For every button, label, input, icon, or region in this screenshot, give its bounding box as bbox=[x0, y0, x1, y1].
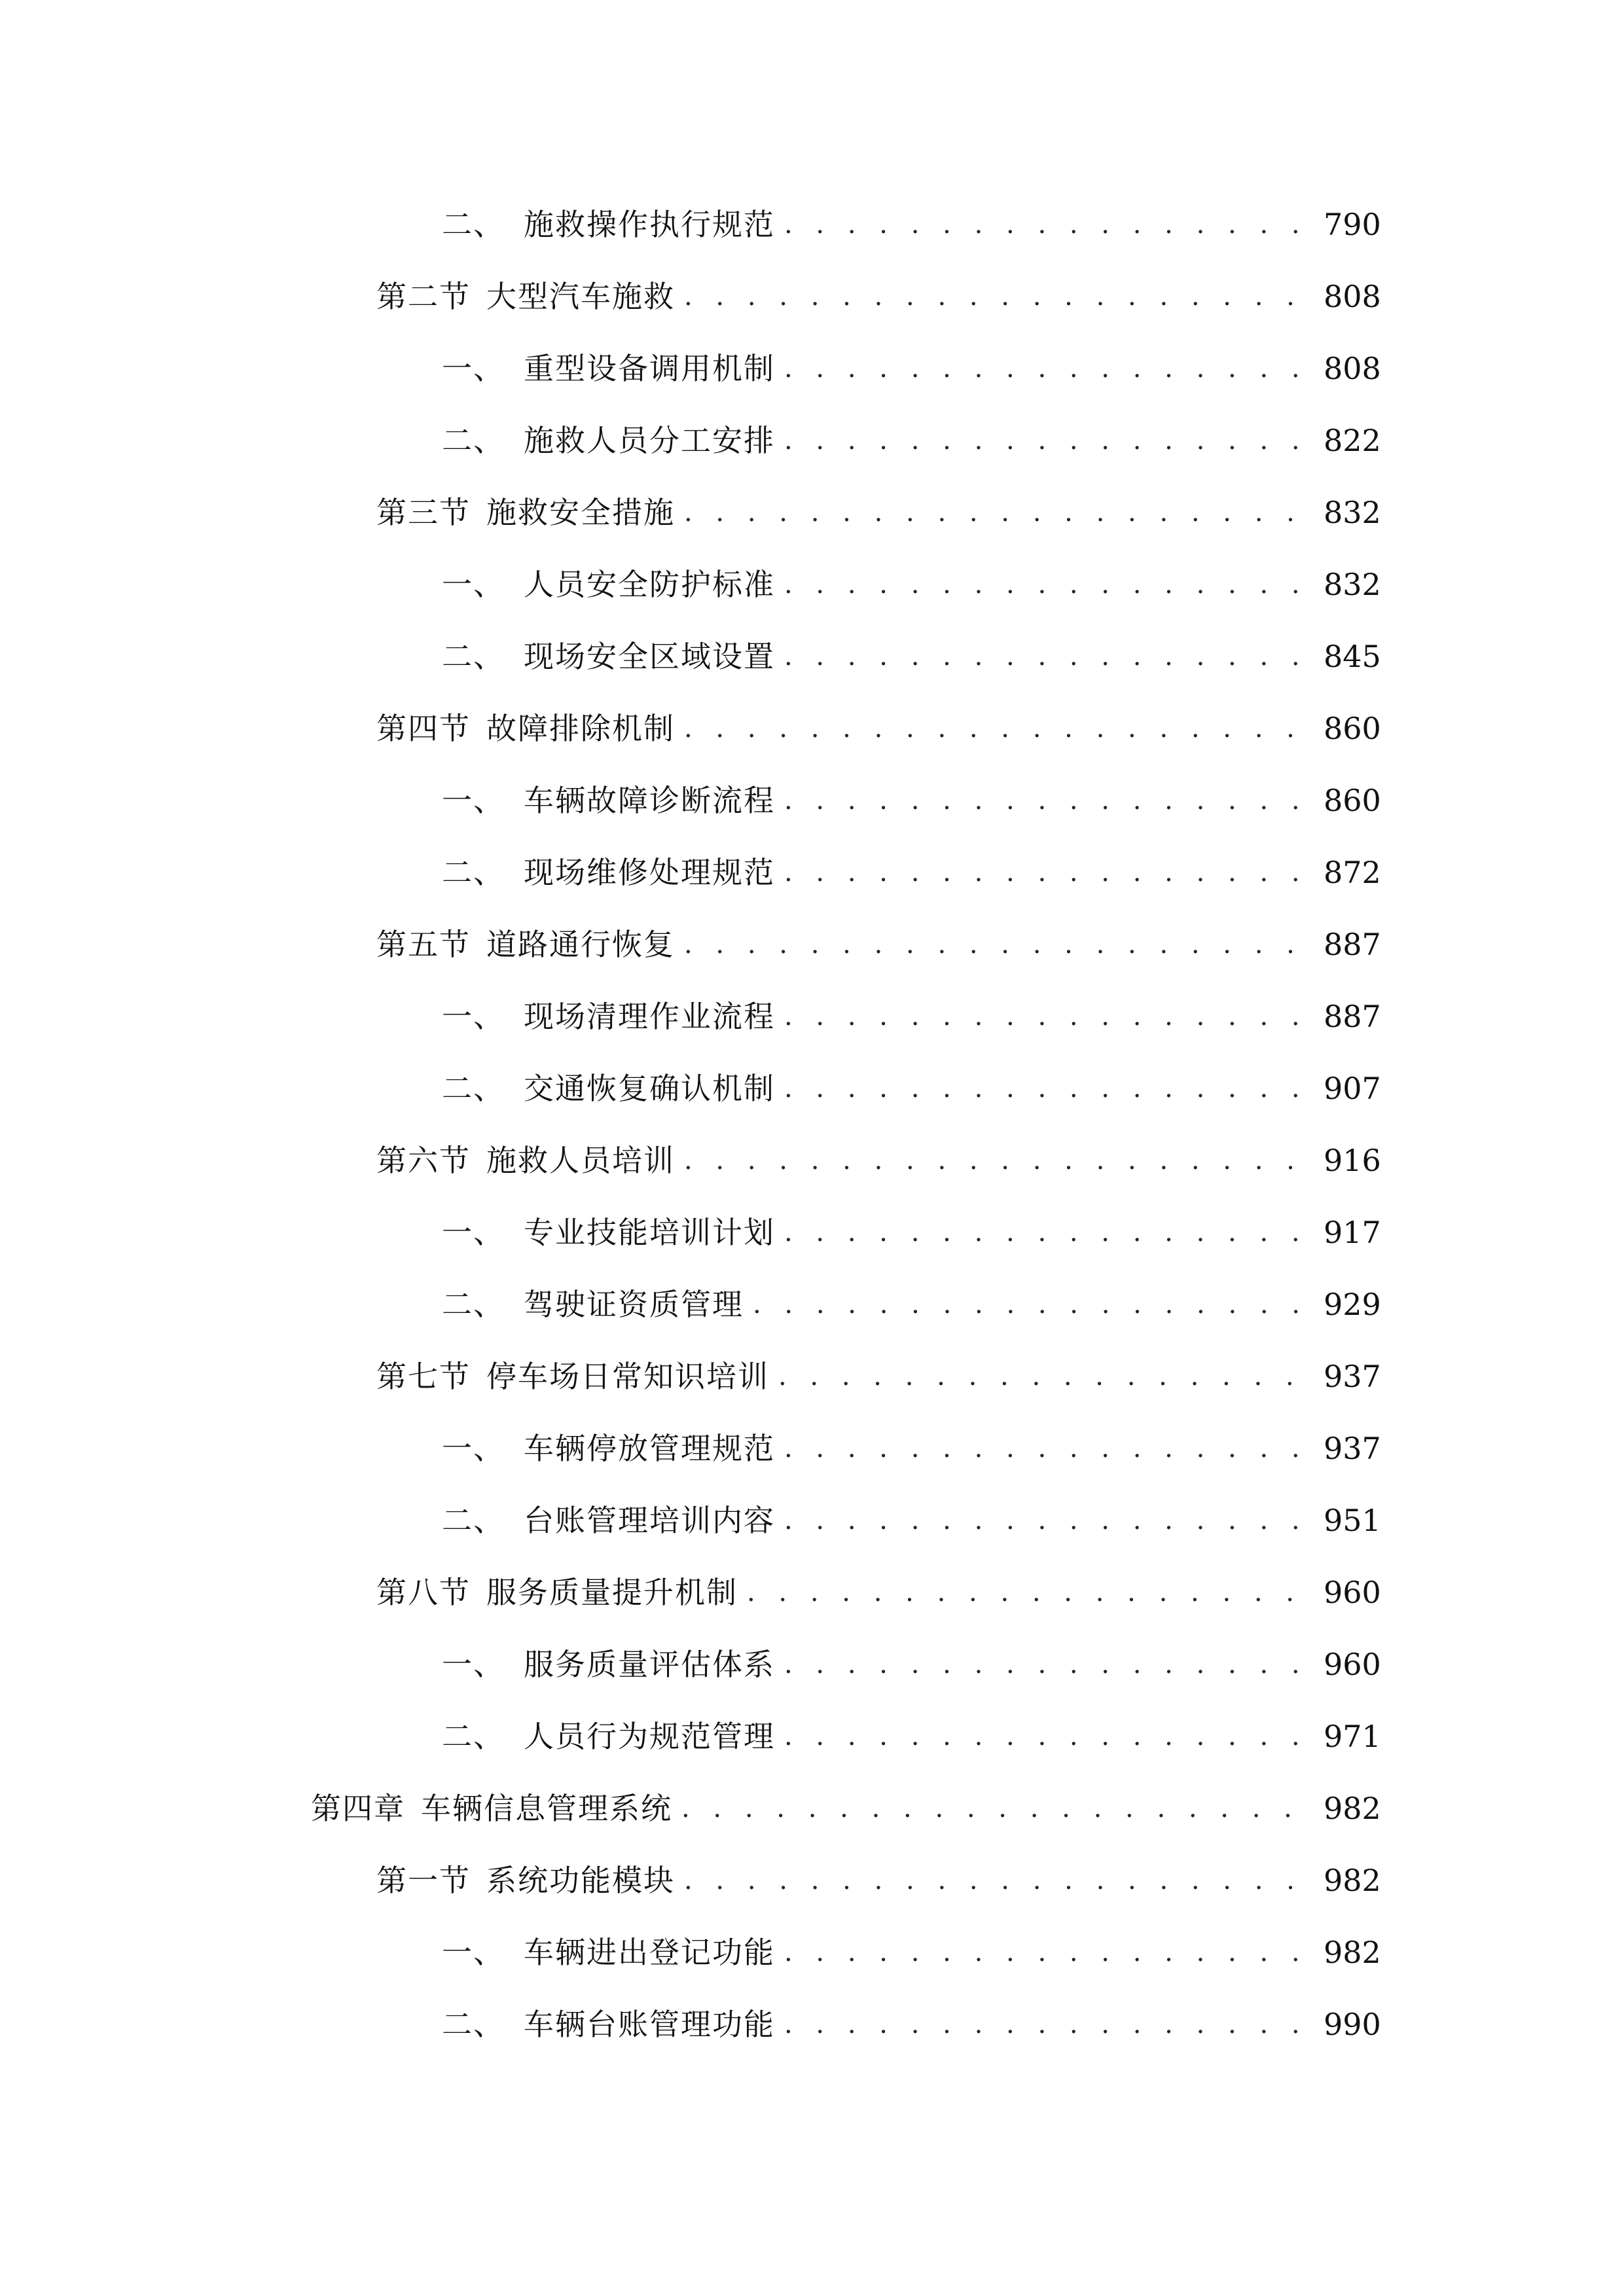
toc-entry-number: 一、 bbox=[442, 1215, 505, 1250]
toc-entry-label bbox=[376, 709, 675, 748]
dot-leader bbox=[753, 1285, 1312, 1324]
toc-entry-title: 驾驶证资质管理 bbox=[524, 1287, 744, 1322]
toc-entry-label bbox=[442, 1933, 775, 1972]
toc-entry-label bbox=[442, 349, 775, 388]
table-of-contents bbox=[0, 188, 1624, 2060]
toc-page-number: 971 bbox=[1324, 1719, 1381, 1754]
toc-entry[interactable] bbox=[0, 620, 1624, 692]
toc-page-number: 860 bbox=[1324, 711, 1381, 746]
toc-entry-title: 故障排除机制 bbox=[486, 711, 675, 746]
toc-entry-title: 大型汽车施救 bbox=[486, 279, 675, 314]
toc-entry-label bbox=[442, 781, 775, 820]
toc-page-number: 951 bbox=[1324, 1503, 1381, 1538]
toc-entry-number: 二、 bbox=[442, 639, 505, 674]
toc-entry-label bbox=[442, 1717, 775, 1756]
toc-entry-number: 二、 bbox=[442, 1287, 505, 1322]
dot-leader bbox=[784, 1213, 1312, 1252]
toc-page-number: 860 bbox=[1324, 783, 1381, 818]
toc-entry[interactable] bbox=[0, 1628, 1624, 1700]
toc-entry-title: 施救安全措施 bbox=[486, 495, 675, 530]
toc-page-number: 808 bbox=[1324, 279, 1381, 314]
toc-entry-title: 车辆进出登记功能 bbox=[524, 1935, 775, 1970]
toc-page-number: 907 bbox=[1324, 1071, 1381, 1106]
toc-page-number: 832 bbox=[1324, 567, 1381, 602]
toc-entry-title: 车辆停放管理规范 bbox=[524, 1431, 775, 1466]
toc-entry-number: 第四节 bbox=[376, 711, 471, 746]
toc-entry[interactable] bbox=[0, 260, 1624, 332]
toc-entry-title: 台账管理培训内容 bbox=[524, 1503, 775, 1538]
toc-page-number: 929 bbox=[1324, 1287, 1381, 1322]
dot-leader bbox=[784, 1069, 1312, 1108]
dot-leader bbox=[684, 1141, 1312, 1180]
toc-entry-number: 第六节 bbox=[376, 1143, 471, 1178]
dot-leader bbox=[684, 493, 1312, 532]
toc-entry-number: 一、 bbox=[442, 1431, 505, 1466]
toc-entry-number: 一、 bbox=[442, 1647, 505, 1682]
toc-entry-title: 交通恢复确认机制 bbox=[524, 1071, 775, 1106]
toc-entry[interactable] bbox=[0, 188, 1624, 260]
toc-page-number: 990 bbox=[1324, 2007, 1381, 2042]
toc-page-number: 916 bbox=[1324, 1143, 1381, 1178]
toc-entry-label bbox=[442, 421, 775, 460]
toc-entry[interactable] bbox=[0, 1412, 1624, 1484]
toc-page-number: 822 bbox=[1324, 423, 1381, 458]
toc-entry-label bbox=[442, 1429, 775, 1468]
dot-leader bbox=[684, 925, 1312, 964]
dot-leader bbox=[681, 1789, 1312, 1828]
toc-entry-label bbox=[376, 1861, 675, 1900]
toc-entry[interactable] bbox=[0, 1196, 1624, 1268]
toc-entry[interactable] bbox=[0, 980, 1624, 1052]
dot-leader bbox=[784, 853, 1312, 892]
toc-entry-label bbox=[376, 1357, 769, 1396]
toc-entry-title: 车辆信息管理系统 bbox=[421, 1791, 672, 1826]
toc-entry-number: 第七节 bbox=[376, 1359, 471, 1394]
toc-entry[interactable] bbox=[0, 1268, 1624, 1340]
toc-entry-title: 服务质量提升机制 bbox=[486, 1575, 738, 1610]
toc-page-number: 887 bbox=[1324, 927, 1381, 962]
toc-entry[interactable] bbox=[0, 1700, 1624, 1772]
toc-entry-title: 人员安全防护标准 bbox=[524, 567, 775, 602]
toc-entry-title: 人员行为规范管理 bbox=[524, 1719, 775, 1754]
toc-entry[interactable] bbox=[0, 332, 1624, 404]
toc-entry[interactable] bbox=[0, 404, 1624, 476]
toc-entry-title: 停车场日常知识培训 bbox=[486, 1359, 769, 1394]
toc-entry-label bbox=[442, 565, 775, 604]
toc-entry[interactable] bbox=[0, 764, 1624, 836]
toc-entry-title: 施救人员培训 bbox=[486, 1143, 675, 1178]
toc-entry-number: 第五节 bbox=[376, 927, 471, 962]
toc-entry-number: 一、 bbox=[442, 351, 505, 386]
dot-leader bbox=[684, 1861, 1312, 1900]
toc-entry-title: 施救操作执行规范 bbox=[524, 207, 775, 242]
toc-entry-number: 二、 bbox=[442, 207, 505, 242]
toc-entry[interactable] bbox=[0, 1916, 1624, 1988]
toc-entry-label bbox=[442, 1501, 775, 1540]
toc-entry[interactable] bbox=[0, 548, 1624, 620]
toc-entry-number: 第八节 bbox=[376, 1575, 471, 1610]
dot-leader bbox=[784, 1501, 1312, 1540]
toc-entry[interactable] bbox=[0, 1988, 1624, 2060]
dot-leader bbox=[784, 2005, 1312, 2044]
toc-entry-label bbox=[442, 1645, 775, 1684]
toc-entry[interactable] bbox=[0, 692, 1624, 764]
toc-entry[interactable] bbox=[0, 1844, 1624, 1916]
toc-page-number: 937 bbox=[1324, 1359, 1381, 1394]
toc-entry[interactable] bbox=[0, 1484, 1624, 1556]
toc-entry-number: 二、 bbox=[442, 855, 505, 890]
toc-entry[interactable] bbox=[0, 1052, 1624, 1124]
toc-entry-label bbox=[442, 205, 775, 244]
toc-entry-number: 二、 bbox=[442, 1719, 505, 1754]
toc-page-number: 872 bbox=[1324, 855, 1381, 890]
toc-entry-title: 道路通行恢复 bbox=[486, 927, 675, 962]
toc-entry-title: 车辆故障诊断流程 bbox=[524, 783, 775, 818]
dot-leader bbox=[784, 565, 1312, 604]
toc-entry-number: 第四章 bbox=[311, 1791, 405, 1826]
toc-entry-label bbox=[442, 1069, 775, 1108]
dot-leader bbox=[784, 349, 1312, 388]
toc-entry-number: 一、 bbox=[442, 567, 505, 602]
toc-entry-number: 二、 bbox=[442, 2007, 505, 2042]
dot-leader bbox=[784, 1645, 1312, 1684]
toc-entry[interactable] bbox=[0, 1124, 1624, 1196]
toc-page-number: 982 bbox=[1324, 1935, 1381, 1970]
toc-entry-number: 第二节 bbox=[376, 279, 471, 314]
toc-entry-number: 二、 bbox=[442, 1503, 505, 1538]
toc-page-number: 790 bbox=[1324, 207, 1381, 242]
toc-entry-title: 服务质量评估体系 bbox=[524, 1647, 775, 1682]
toc-entry-label bbox=[442, 997, 775, 1036]
toc-entry-label bbox=[376, 277, 675, 316]
toc-page-number: 832 bbox=[1324, 495, 1381, 530]
toc-entry-title: 现场清理作业流程 bbox=[524, 999, 775, 1034]
toc-entry-label bbox=[376, 1573, 738, 1612]
toc-entry-title: 现场安全区域设置 bbox=[524, 639, 775, 674]
toc-page-number: 960 bbox=[1324, 1647, 1381, 1682]
dot-leader bbox=[784, 1717, 1312, 1756]
toc-entry[interactable] bbox=[0, 1556, 1624, 1628]
toc-entry-label bbox=[442, 1285, 744, 1324]
toc-entry-label bbox=[311, 1789, 672, 1828]
toc-entry-title: 重型设备调用机制 bbox=[524, 351, 775, 386]
toc-entry-title: 专业技能培训计划 bbox=[524, 1215, 775, 1250]
toc-entry-number: 二、 bbox=[442, 1071, 505, 1106]
toc-entry-number: 一、 bbox=[442, 999, 505, 1034]
toc-page-number: 917 bbox=[1324, 1215, 1381, 1250]
toc-entry-number: 一、 bbox=[442, 1935, 505, 1970]
toc-entry-number: 第一节 bbox=[376, 1863, 471, 1898]
dot-leader bbox=[784, 781, 1312, 820]
dot-leader bbox=[784, 421, 1312, 460]
toc-entry[interactable] bbox=[0, 1772, 1624, 1844]
toc-page-number: 845 bbox=[1324, 639, 1381, 674]
toc-entry-number: 一、 bbox=[442, 783, 505, 818]
toc-entry-label bbox=[376, 1141, 675, 1180]
toc-entry-title: 施救人员分工安排 bbox=[524, 423, 775, 458]
dot-leader bbox=[747, 1573, 1312, 1612]
toc-entry-label bbox=[442, 637, 775, 676]
dot-leader bbox=[778, 1357, 1312, 1396]
toc-entry-label bbox=[376, 493, 675, 532]
toc-entry[interactable] bbox=[0, 908, 1624, 980]
toc-entry-label bbox=[442, 2005, 775, 2044]
dot-leader bbox=[684, 277, 1312, 316]
dot-leader bbox=[784, 997, 1312, 1036]
toc-entry-number: 第三节 bbox=[376, 495, 471, 530]
dot-leader bbox=[784, 637, 1312, 676]
toc-page-number: 960 bbox=[1324, 1575, 1381, 1610]
toc-entry[interactable] bbox=[0, 836, 1624, 908]
toc-entry-number: 二、 bbox=[442, 423, 505, 458]
toc-entry[interactable] bbox=[0, 1340, 1624, 1412]
toc-page-number: 887 bbox=[1324, 999, 1381, 1034]
toc-entry-label bbox=[376, 925, 675, 964]
toc-entry[interactable] bbox=[0, 476, 1624, 548]
toc-page-number: 982 bbox=[1324, 1791, 1381, 1826]
toc-entry-title: 车辆台账管理功能 bbox=[524, 2007, 775, 2042]
toc-page-number: 937 bbox=[1324, 1431, 1381, 1466]
toc-page-number: 982 bbox=[1324, 1863, 1381, 1898]
toc-entry-label bbox=[442, 853, 775, 892]
toc-entry-title: 系统功能模块 bbox=[486, 1863, 675, 1898]
dot-leader bbox=[784, 1933, 1312, 1972]
toc-entry-label bbox=[442, 1213, 775, 1252]
toc-entry-title: 现场维修处理规范 bbox=[524, 855, 775, 890]
dot-leader bbox=[784, 1429, 1312, 1468]
dot-leader bbox=[784, 205, 1312, 244]
toc-page-number: 808 bbox=[1324, 351, 1381, 386]
dot-leader bbox=[684, 709, 1312, 748]
